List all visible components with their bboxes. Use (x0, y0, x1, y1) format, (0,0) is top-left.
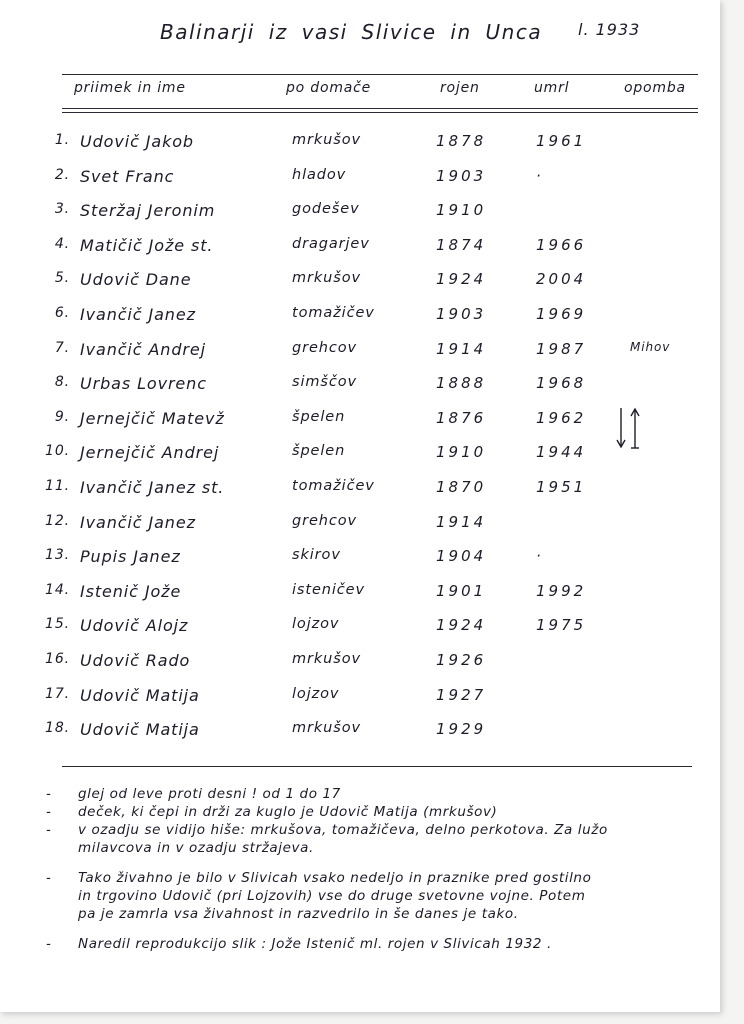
birth-year: 1870 (436, 478, 487, 496)
death-year: 1992 (536, 581, 587, 600)
birth-year: 1874 (436, 235, 487, 254)
player-name: Ivančič Janez (80, 305, 196, 324)
house-name: simščov (292, 374, 357, 391)
house-name: isteničev (292, 581, 365, 598)
birth-year: 1904 (436, 547, 487, 566)
player-name: Ivančič Janez (80, 512, 196, 532)
table-row (0, 686, 720, 720)
death-year: · (536, 547, 544, 566)
table-row (0, 201, 720, 235)
house-name: lojzov (292, 616, 340, 633)
birth-year: 1910 (436, 443, 487, 462)
table-row (0, 374, 720, 408)
row-number: 5. (54, 270, 70, 287)
row-number: 2. (54, 166, 70, 183)
player-name: Jernejčič Matevž (80, 408, 225, 428)
house-name: dragarjev (292, 235, 370, 252)
table-row (0, 409, 720, 443)
player-name: Istenič Jože (80, 581, 182, 601)
note-text: Tako živahno je bilo v Slivicah vsako nedeljo in praznike pred gostilno (78, 870, 592, 886)
birth-year: 1926 (436, 651, 487, 669)
row-number: 1. (54, 132, 70, 148)
house-name: grehcov (292, 512, 358, 529)
note-bullet: - (46, 786, 52, 802)
player-name: Jernejčič Andrej (80, 443, 220, 463)
note-text: milavcova in v ozadju stržajeva. (78, 840, 314, 856)
note-line (46, 822, 706, 838)
row-number: 12. (45, 512, 70, 529)
column-header-born: rojen (440, 80, 480, 96)
column-header-remark: opomba (624, 80, 686, 96)
row-number: 9. (54, 408, 70, 425)
row-number: 14. (45, 581, 70, 598)
death-year: 1944 (536, 443, 587, 462)
table-row (0, 616, 720, 650)
table-row (0, 167, 720, 201)
player-name: Pupis Janez (80, 547, 181, 567)
row-number: 11. (45, 478, 70, 494)
notes-separator-rule (62, 766, 692, 767)
birth-year: 1878 (436, 132, 487, 150)
note-line (46, 906, 706, 922)
birth-year: 1929 (436, 720, 487, 739)
birth-year: 1903 (436, 166, 487, 185)
player-name: Udovič Matija (80, 720, 200, 740)
player-name: Udovič Alojz (80, 616, 189, 636)
note-bullet: - (46, 936, 52, 952)
note-line (46, 786, 706, 802)
table-row (0, 236, 720, 270)
column-header-house: po domače (286, 80, 372, 96)
birth-year: 1888 (436, 374, 487, 393)
player-name: Steržaj Jeronim (80, 201, 216, 221)
row-number: 4. (54, 235, 70, 252)
house-name: lojzov (292, 685, 340, 702)
notes-gap (46, 858, 706, 870)
death-year: 1987 (536, 339, 587, 358)
note-line (46, 840, 706, 856)
table-row (0, 582, 720, 616)
document-title: Balinarji iz vasi Slivice in Unca (160, 20, 543, 44)
note-line (46, 888, 706, 904)
birth-year: 1876 (436, 408, 487, 427)
death-year: 1961 (536, 132, 587, 150)
notes-section (46, 786, 706, 954)
table-row (0, 132, 720, 166)
table-row (0, 478, 720, 512)
player-name: Ivančič Janez st. (80, 478, 225, 497)
birth-year: 1914 (436, 339, 487, 358)
remark-note: Mihov (630, 339, 671, 354)
player-name: Udovič Rado (80, 651, 191, 670)
table-row (0, 513, 720, 547)
note-line (46, 804, 706, 820)
note-bullet: - (46, 822, 52, 838)
note-bullet: - (46, 804, 52, 820)
house-name: tomažičev (292, 478, 375, 494)
birth-year: 1914 (436, 512, 487, 531)
house-name: špelen (292, 443, 346, 460)
birth-year: 1903 (436, 305, 487, 323)
table-row (0, 547, 720, 581)
column-header-died: umrl (534, 80, 570, 96)
house-name: mrkušov (292, 132, 361, 148)
notes-gap (46, 924, 706, 936)
note-text: in trgovino Udovič (pri Lojzovih) vse do druge svetovne vojne. Potem (78, 888, 586, 904)
table-row (0, 305, 720, 339)
player-name: Udovič Dane (80, 270, 192, 290)
table-row (0, 270, 720, 304)
house-name: špelen (292, 408, 346, 425)
player-name: Udovič Matija (80, 685, 200, 705)
column-header-name: priimek in ime (74, 80, 186, 96)
house-name: godešev (292, 201, 360, 218)
row-number: 8. (54, 374, 70, 391)
player-name: Udovič Jakob (80, 132, 194, 151)
birth-year: 1901 (436, 581, 487, 600)
row-number: 17. (45, 685, 70, 702)
table-row (0, 340, 720, 374)
player-name: Matičič Jože st. (80, 235, 214, 255)
birth-year: 1924 (436, 270, 487, 289)
document-year: l. 1933 (578, 20, 641, 39)
table-row (0, 651, 720, 685)
death-year: 2004 (536, 270, 587, 289)
player-name: Urbas Lovrenc (80, 374, 207, 394)
death-year: 1962 (536, 408, 587, 427)
note-bullet: - (46, 870, 52, 886)
house-name: mrkušov (292, 651, 361, 667)
house-name: skirov (292, 547, 341, 564)
note-text: pa je zamrla vsa živahnost in razvedrilo in še danes je tako. (78, 906, 519, 922)
up-down-arrows-icon (614, 406, 644, 450)
note-text: Naredil reprodukcijo slik : Jože Istenič ml. rojen v Slivicah 1932 . (78, 936, 552, 952)
table-row (0, 720, 720, 754)
birth-year: 1924 (436, 616, 487, 635)
player-name: Svet Franc (80, 166, 175, 186)
house-name: grehcov (292, 339, 358, 356)
note-text: deček, ki čepi in drži za kuglo je Udovič Matija (mrkušov) (78, 804, 498, 820)
row-number: 13. (45, 547, 70, 564)
header-bottom-rule-second (62, 112, 698, 113)
note-line (46, 936, 706, 952)
death-year: 1966 (536, 235, 587, 254)
house-name: hladov (292, 166, 347, 183)
death-year: 1969 (536, 305, 587, 323)
birth-year: 1910 (436, 201, 487, 220)
house-name: mrkušov (292, 270, 361, 287)
row-number: 6. (54, 305, 70, 321)
birth-year: 1927 (436, 685, 487, 704)
note-line (46, 870, 706, 886)
row-number: 3. (54, 201, 70, 218)
row-number: 10. (45, 443, 70, 460)
house-name: tomažičev (292, 305, 375, 321)
row-number: 16. (45, 651, 70, 667)
house-name: mrkušov (292, 720, 361, 737)
row-number: 18. (45, 720, 70, 737)
note-text: glej od leve proti desni ! od 1 do 17 (78, 786, 341, 802)
note-text: v ozadju se vidijo hiše: mrkušova, tomažičeva, delno perkotova. Za lužo (78, 822, 608, 838)
death-year: · (536, 166, 544, 185)
death-year: 1975 (536, 616, 587, 635)
table-row (0, 443, 720, 477)
header-top-rule (62, 74, 698, 75)
row-number: 15. (45, 616, 70, 633)
player-name: Ivančič Andrej (80, 339, 206, 359)
death-year: 1968 (536, 374, 587, 393)
header-bottom-rule (62, 108, 698, 109)
row-number: 7. (54, 339, 70, 356)
death-year: 1951 (536, 478, 587, 496)
